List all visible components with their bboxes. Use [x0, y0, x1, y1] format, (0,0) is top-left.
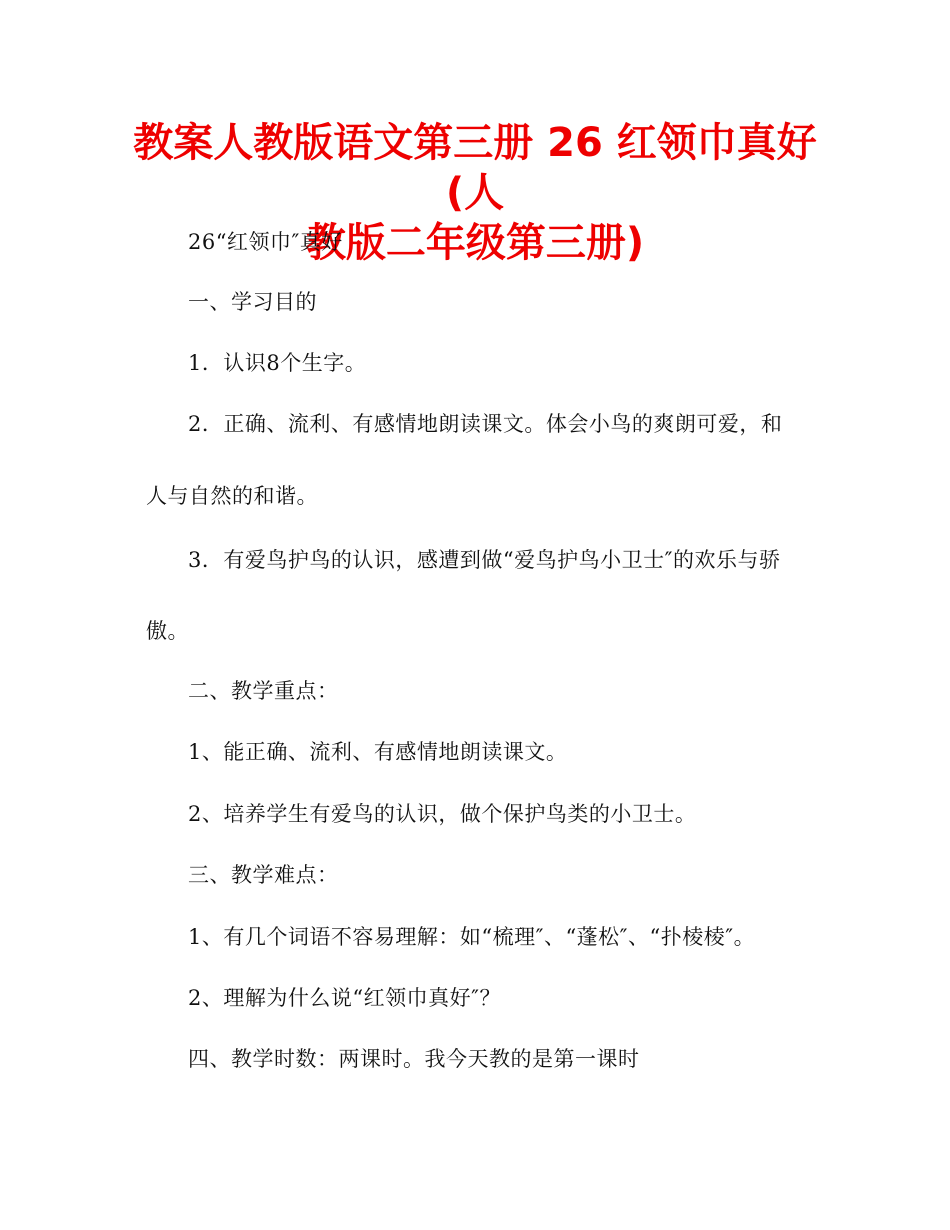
objective-3-continued: 傲。 — [146, 619, 189, 643]
section-heading-hours: 四、教学时数：两课时。我今天教的是第一课时 — [188, 1047, 640, 1071]
section-heading-difficulties: 三、教学难点： — [188, 863, 339, 887]
difficulty-1: 1、有几个词语不容易理解：如“梳理″、“蓬松″、“扑棱棱″。 — [188, 925, 756, 949]
section-heading-objectives: 一、学习目的 — [188, 290, 317, 314]
title-line-2: 教版二年级第三册) — [305, 220, 645, 266]
objective-2-continued: 人与自然的和谐。 — [146, 484, 318, 508]
lesson-heading: 26“红领巾″真好 — [188, 230, 343, 254]
key-point-2: 2、培养学生有爱鸟的认识，做个保护鸟类的小卫士。 — [188, 802, 697, 826]
section-heading-key-points: 二、教学重点： — [188, 679, 339, 703]
difficulty-2: 2、理解为什么说“红领巾真好″？ — [188, 986, 501, 1010]
key-point-1: 1、能正确、流利、有感情地朗读课文。 — [188, 740, 568, 764]
title-line-1: 教案人教版语文第三册 26 红领巾真好 (人 — [133, 120, 817, 216]
objective-1: 1．认识8个生字。 — [188, 351, 367, 375]
objective-2: 2．正确、流利、有感情地朗读课文。体会小鸟的爽朗可爱，和 — [188, 412, 783, 436]
objective-3: 3．有爱鸟护鸟的认识，感遭到做“爱鸟护鸟小卫士″的欢乐与骄 — [188, 548, 781, 572]
